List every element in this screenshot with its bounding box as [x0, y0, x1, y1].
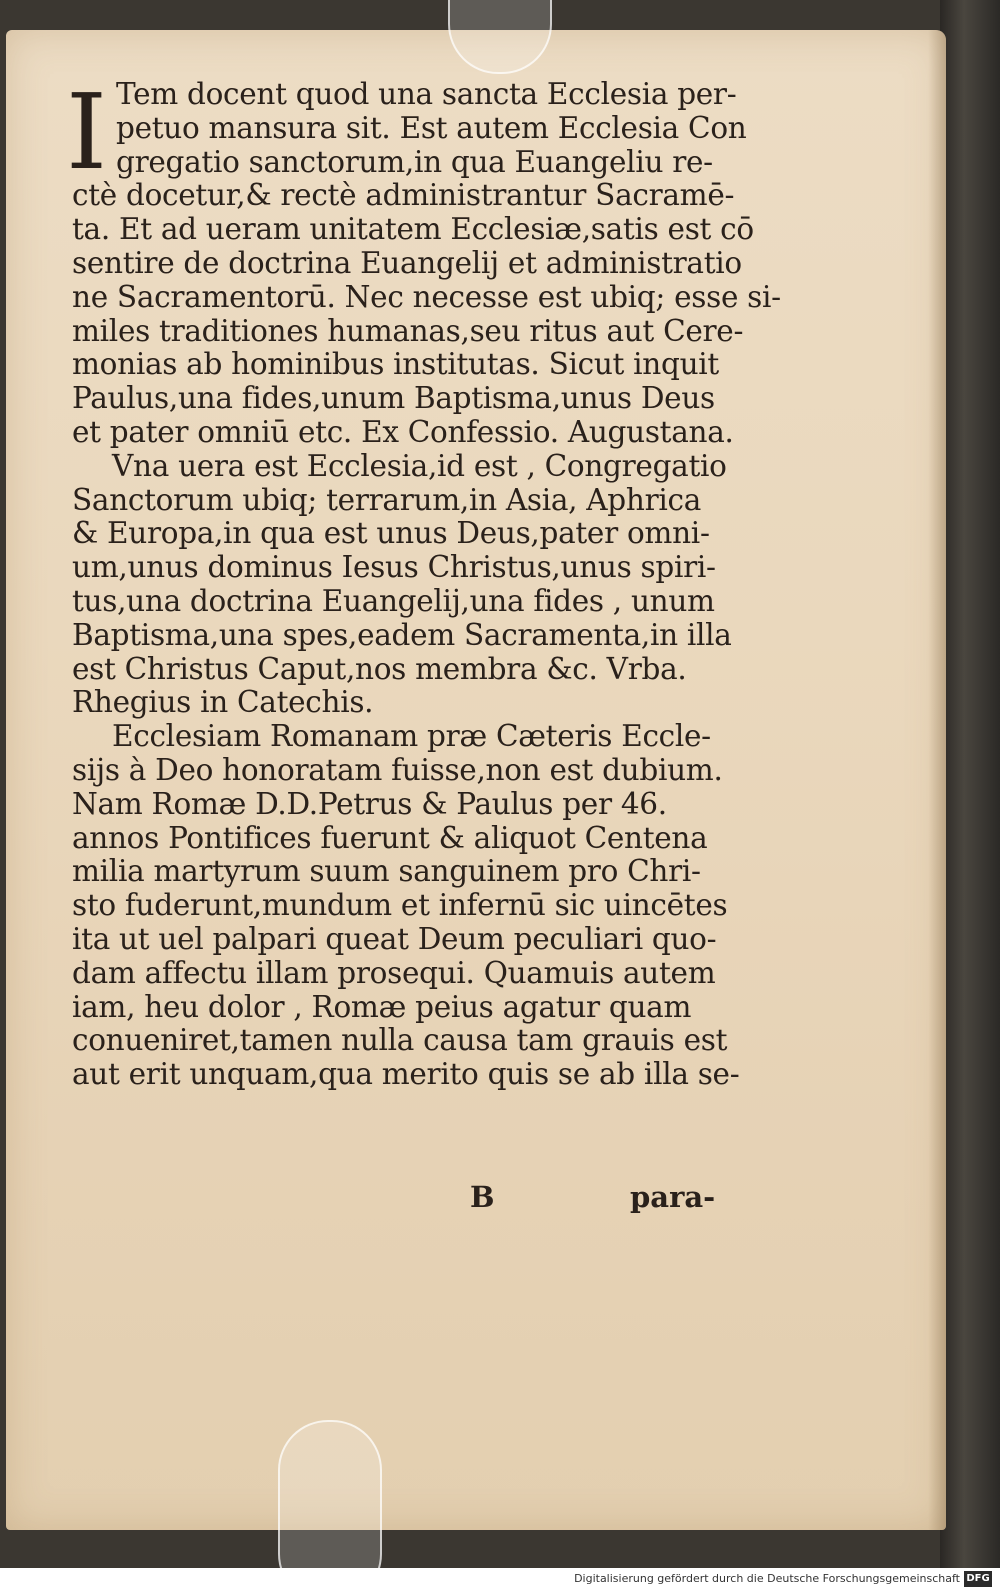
- paragraph-2: [72, 450, 732, 720]
- text-line: et pater omniū etc. Ex Confessio. Augustana.: [72, 414, 734, 449]
- text-line: sentire de doctrina Euangelij et administratio: [72, 245, 742, 280]
- text-line: Sanctorum ubiq; terrarum,in Asia, Aphrica: [72, 482, 702, 517]
- page-text: [72, 77, 781, 1092]
- page-holder-clip-bottom: [278, 1420, 382, 1568]
- text-line: aut erit unquam,qua merito quis se ab illa se-: [72, 1057, 740, 1092]
- footer-bar: [0, 1568, 1000, 1592]
- text-line: um,unus dominus Iesus Christus,unus spiri-: [72, 550, 716, 585]
- text-line: ita ut uel palpari queat Deum peculiari quo-: [72, 921, 717, 956]
- text-line: petuo mansura sit. Est autem Ecclesia Con: [116, 110, 747, 145]
- catchword: para-: [630, 1180, 716, 1214]
- text-line: ta. Et ad ueram unitatem Ecclesiæ,satis est cō: [72, 212, 754, 247]
- text-line: sto fuderunt,mundum et infernū sic uincētes: [72, 888, 728, 923]
- text-line: ctè docetur,& rectè administrantur Sacramē-: [72, 178, 735, 213]
- text-line: conueniret,tamen nulla causa tam grauis est: [72, 1023, 728, 1058]
- funding-credit: Digitalisierung gefördert durch die Deutsche Forschungsgemeinschaft: [574, 1572, 960, 1585]
- paragraph-1: [72, 77, 781, 450]
- text-line: iam, heu dolor , Romæ peius agatur quam: [72, 989, 692, 1024]
- text-line: milia martyrum suum sanguinem pro Chri-: [72, 854, 701, 889]
- text-line: Paulus,una fides,unum Baptisma,unus Deus: [72, 381, 715, 416]
- drop-capital: I: [66, 71, 108, 193]
- text-line: gregatio sanctorum,in qua Euangeliu re-: [116, 144, 713, 179]
- text-line: monias ab hominibus institutas. Sicut inquit: [72, 347, 719, 382]
- text-line: Rhegius in Catechis.: [72, 685, 374, 720]
- dfg-logo-icon: DFG: [964, 1571, 992, 1587]
- signature-mark: B: [470, 1180, 495, 1214]
- text-line: Ecclesiam Romanam præ Cæteris Eccle-: [112, 719, 711, 754]
- text-line: & Europa,in qua est unus Deus,pater omni-: [72, 516, 710, 551]
- paragraph-3: [72, 719, 740, 1092]
- text-line: tus,una doctrina Euangelij,una fides , unum: [72, 583, 715, 618]
- text-line: dam affectu illam prosequi. Quamuis autem: [72, 955, 716, 990]
- text-line: miles traditiones humanas,seu ritus aut Cere-: [72, 313, 744, 348]
- text-line: Tem docent quod una sancta Ecclesia per-: [116, 77, 737, 111]
- book-edge: [940, 0, 1000, 1568]
- text-line: Nam Romæ D.D.Petrus & Paulus per 46.: [72, 786, 667, 821]
- text-line: ne Sacramentorū. Nec necesse est ubiq; esse si-: [72, 279, 781, 314]
- text-line: sijs à Deo honoratam fuisse,non est dubium.: [72, 752, 723, 787]
- text-line: est Christus Caput,nos membra &c. Vrba.: [72, 651, 687, 686]
- text-line: Baptisma,una spes,eadem Sacramenta,in illa: [72, 617, 732, 652]
- text-line: annos Pontifices fuerunt & aliquot Centena: [72, 820, 708, 855]
- text-line: Vna uera est Ecclesia,id est , Congregatio: [112, 448, 727, 483]
